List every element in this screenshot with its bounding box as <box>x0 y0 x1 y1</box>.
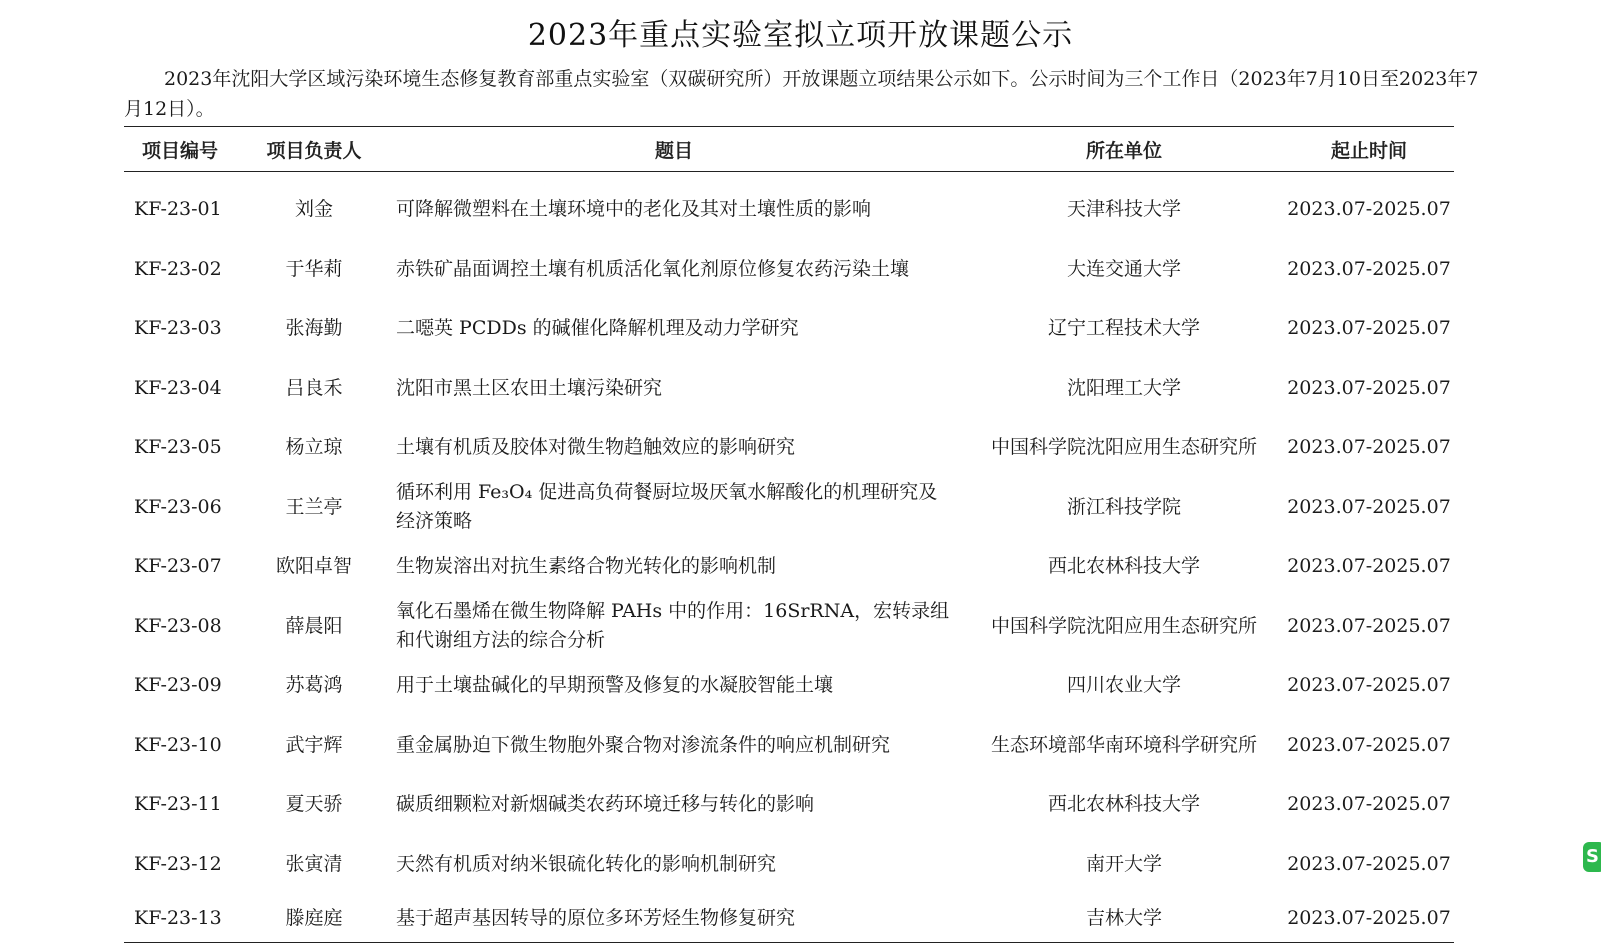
page-title: 2023年重点实验室拟立项开放课题公示 <box>527 18 1074 53</box>
leader-cell: 于华莉 <box>285 257 343 280</box>
unit-cell: 生态环境部华南环境科学研究所 <box>990 733 1257 756</box>
period-cell: 2023.07-2025.07 <box>1287 793 1451 816</box>
leader-cell: 苏葛鸿 <box>285 674 343 697</box>
table-body <box>124 172 1454 942</box>
unit-cell: 四川农业大学 <box>1066 674 1181 697</box>
table-row <box>124 478 1454 538</box>
title-cell: 氧化石墨烯在微生物降解 PAHs 中的作用：16SrRNA，宏转录组和代谢组方法的综合分析 <box>396 600 950 652</box>
header-unit: 所在单位 <box>1085 139 1162 162</box>
table-row <box>124 180 1454 240</box>
period-cell: 2023.07-2025.07 <box>1287 317 1451 340</box>
project-id-cell: KF-23-02 <box>134 257 222 280</box>
unit-cell: 沈阳理工大学 <box>1066 376 1181 399</box>
project-id-cell: KF-23-13 <box>134 906 222 929</box>
project-id-cell: KF-23-12 <box>134 852 222 875</box>
title-cell: 循环利用 Fe₃O₄ 促进高负荷餐厨垃圾厌氧水解酸化的机理研究及经济策略 <box>396 481 938 533</box>
period-cell: 2023.07-2025.07 <box>1287 674 1451 697</box>
app-logo-icon[interactable]: S <box>1583 842 1601 872</box>
project-id-cell: KF-23-07 <box>134 555 222 578</box>
project-id-cell: KF-23-06 <box>134 495 222 518</box>
title-cell: 基于超声基因转导的原位多环芳烃生物修复研究 <box>396 906 796 929</box>
table-row <box>124 537 1454 597</box>
leader-cell: 夏天骄 <box>285 793 343 816</box>
title-cell: 生物炭溶出对抗生素络合物光转化的影响机制 <box>396 555 777 578</box>
unit-cell: 南开大学 <box>1085 852 1162 875</box>
project-id-cell: KF-23-05 <box>134 436 222 459</box>
table-row <box>124 240 1454 300</box>
intro-paragraph: 2023年沈阳大学区域污染环境生态修复教育部重点实验室（双碳研究所）开放课题立项结果公示如下。公示时间为三个工作日（2023年7月10日至2023年7月12日）。 <box>124 68 1479 120</box>
leader-cell: 张寅清 <box>285 852 343 875</box>
projects-table <box>124 126 1454 943</box>
table-row <box>124 775 1454 835</box>
unit-cell: 中国科学院沈阳应用生态研究所 <box>990 614 1257 637</box>
unit-cell: 大连交通大学 <box>1066 257 1181 280</box>
project-id-cell: KF-23-03 <box>134 317 222 340</box>
period-cell: 2023.07-2025.07 <box>1287 376 1451 399</box>
title-cell: 用于土壤盐碱化的早期预警及修复的水凝胶智能土壤 <box>396 674 834 697</box>
leader-cell: 张海勤 <box>285 317 343 340</box>
period-cell: 2023.07-2025.07 <box>1287 852 1451 875</box>
title-cell: 沈阳市黑土区农田土壤污染研究 <box>396 376 663 399</box>
title-cell: 碳质细颗粒对新烟碱类农药环境迁移与转化的影响 <box>396 793 815 816</box>
table-row <box>124 359 1454 419</box>
period-cell: 2023.07-2025.07 <box>1287 198 1451 221</box>
header-project-id: 项目编号 <box>142 139 219 162</box>
table-row <box>124 656 1454 716</box>
unit-cell: 西北农林科技大学 <box>1047 555 1200 578</box>
table-row <box>124 894 1454 942</box>
period-cell: 2023.07-2025.07 <box>1287 555 1451 578</box>
leader-cell: 薛晨阳 <box>285 614 343 637</box>
unit-cell: 辽宁工程技术大学 <box>1047 317 1200 340</box>
period-cell: 2023.07-2025.07 <box>1287 495 1451 518</box>
unit-cell: 中国科学院沈阳应用生态研究所 <box>990 436 1257 459</box>
unit-cell: 浙江科技学院 <box>1066 495 1181 518</box>
title-cell: 二噁英 PCDDs 的碱催化降解机理及动力学研究 <box>396 317 799 340</box>
title-cell: 天然有机质对纳米银硫化转化的影响机制研究 <box>396 852 777 875</box>
period-cell: 2023.07-2025.07 <box>1287 733 1451 756</box>
leader-cell: 杨立琼 <box>285 436 343 459</box>
leader-cell: 王兰亭 <box>285 495 343 518</box>
header-title: 题目 <box>654 139 693 162</box>
title-cell: 可降解微塑料在土壤环境中的老化及其对土壤性质的影响 <box>396 198 872 221</box>
project-id-cell: KF-23-04 <box>134 376 222 399</box>
leader-cell: 吕良禾 <box>285 376 343 399</box>
project-id-cell: KF-23-11 <box>134 793 222 816</box>
table-row <box>124 418 1454 478</box>
table-row <box>124 716 1454 776</box>
leader-cell: 刘金 <box>294 198 333 221</box>
project-id-cell: KF-23-10 <box>134 733 222 756</box>
table-row <box>124 597 1454 657</box>
title-cell: 土壤有机质及胶体对微生物趋触效应的影响研究 <box>396 436 796 459</box>
unit-cell: 西北农林科技大学 <box>1047 793 1200 816</box>
period-cell: 2023.07-2025.07 <box>1287 436 1451 459</box>
header-leader: 项目负责人 <box>266 139 362 162</box>
unit-cell: 吉林大学 <box>1085 906 1162 929</box>
table-row <box>124 299 1454 359</box>
header-period: 起止时间 <box>1330 139 1407 162</box>
unit-cell: 天津科技大学 <box>1066 198 1181 221</box>
table-bottom-rule <box>124 942 1454 943</box>
title-cell: 重金属胁迫下微生物胞外聚合物对渗流条件的响应机制研究 <box>396 733 891 756</box>
table-header-row <box>124 127 1454 171</box>
project-id-cell: KF-23-08 <box>134 614 222 637</box>
leader-cell: 武宇辉 <box>285 733 343 756</box>
table-row <box>124 835 1454 895</box>
period-cell: 2023.07-2025.07 <box>1287 257 1451 280</box>
project-id-cell: KF-23-01 <box>134 198 222 221</box>
leader-cell: 欧阳卓智 <box>275 555 352 578</box>
period-cell: 2023.07-2025.07 <box>1287 614 1451 637</box>
period-cell: 2023.07-2025.07 <box>1287 906 1451 929</box>
project-id-cell: KF-23-09 <box>134 674 222 697</box>
title-cell: 赤铁矿晶面调控土壤有机质活化氧化剂原位修复农药污染土壤 <box>396 257 910 280</box>
leader-cell: 滕庭庭 <box>285 906 343 929</box>
